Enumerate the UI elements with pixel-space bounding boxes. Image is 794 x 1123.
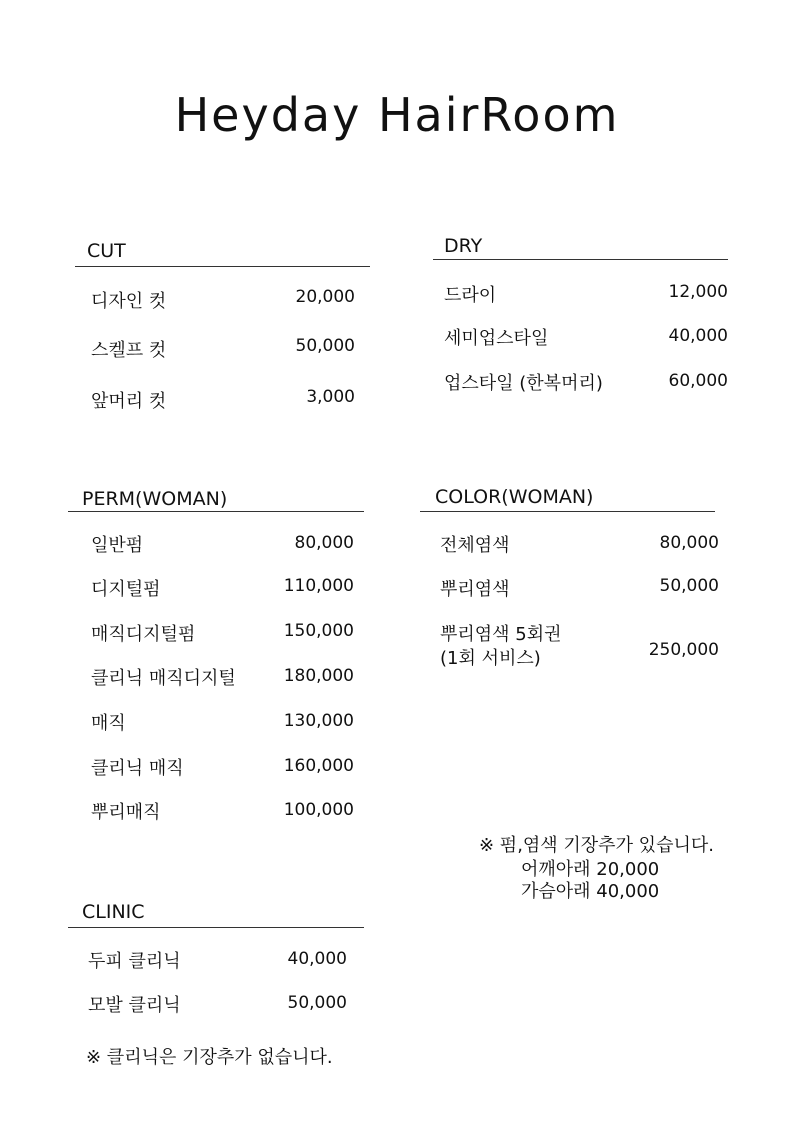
perm-item-name: 디지털펌 [91, 579, 161, 600]
clinic-section-heading: CLINIC [82, 901, 145, 923]
perm-item-price: 180,000 [283, 666, 354, 686]
perm-divider [68, 511, 364, 512]
dry-item-name: 드라이 [444, 285, 497, 306]
color-item-name: 뿌리염색 [440, 579, 510, 600]
perm-item-name: 클리닉 매직디지털 [91, 668, 236, 689]
perm-item-price: 160,000 [283, 756, 354, 776]
cut-item-price: 50,000 [295, 336, 355, 356]
cut-item-price: 3,000 [306, 387, 355, 407]
color-section-heading: COLOR(WOMAN) [435, 486, 594, 508]
clinic-divider [68, 927, 364, 928]
dry-item-price: 12,000 [668, 282, 728, 302]
perm-item-price: 130,000 [283, 711, 354, 731]
color-item-name-line1: 뿌리염색 5회권 [440, 624, 562, 645]
dry-section-heading: DRY [444, 235, 483, 257]
dry-item-price: 60,000 [668, 371, 728, 391]
color-item-price: 50,000 [659, 576, 719, 596]
perm-item-name: 클리닉 매직 [91, 758, 184, 779]
perm-item-price: 80,000 [294, 533, 354, 553]
dry-item-price: 40,000 [668, 326, 728, 346]
page-title: Heyday HairRoom [174, 88, 620, 142]
perm-item-name: 매직디지털펌 [91, 624, 196, 645]
clinic-item-name: 모발 클리닉 [88, 995, 181, 1016]
color-item-name-line2: (1회 서비스) [440, 648, 541, 669]
cut-item-name: 앞머리 컷 [91, 391, 167, 412]
cut-item-name: 스켈프 컷 [91, 340, 167, 361]
cut-item-price: 20,000 [295, 287, 355, 307]
color-item-name: 전체염색 [440, 535, 510, 556]
dry-item-name: 세미업스타일 [444, 328, 549, 349]
dry-divider [433, 259, 728, 260]
clinic-item-price: 50,000 [287, 993, 347, 1013]
cut-item-name: 디자인 컷 [91, 291, 167, 312]
perm-item-name: 매직 [91, 713, 126, 734]
clinic-item-name: 두피 클리닉 [88, 951, 181, 972]
perm-item-name: 일반펌 [91, 535, 144, 556]
perm-section-heading: PERM(WOMAN) [82, 488, 228, 510]
perm-item-price: 100,000 [283, 800, 354, 820]
color-item-price: 250,000 [648, 640, 719, 660]
below-chest-surcharge: 가슴아래 40,000 [521, 881, 660, 902]
color-item-price: 80,000 [659, 533, 719, 553]
perm-item-price: 110,000 [283, 576, 354, 596]
cut-divider [75, 266, 370, 267]
clinic-item-price: 40,000 [287, 949, 347, 969]
perm-item-price: 150,000 [283, 621, 354, 641]
perm-item-name: 뿌리매직 [91, 802, 161, 823]
clinic-note: ※ 클리닉은 기장추가 없습니다. [86, 1047, 333, 1068]
cut-section-heading: CUT [87, 240, 126, 262]
below-shoulder-surcharge: 어깨아래 20,000 [521, 859, 660, 880]
dry-item-name: 업스타일 (한복머리) [444, 373, 603, 394]
length-surcharge-note: ※ 펌,염색 기장추가 있습니다. [479, 835, 714, 856]
color-divider [420, 511, 715, 512]
